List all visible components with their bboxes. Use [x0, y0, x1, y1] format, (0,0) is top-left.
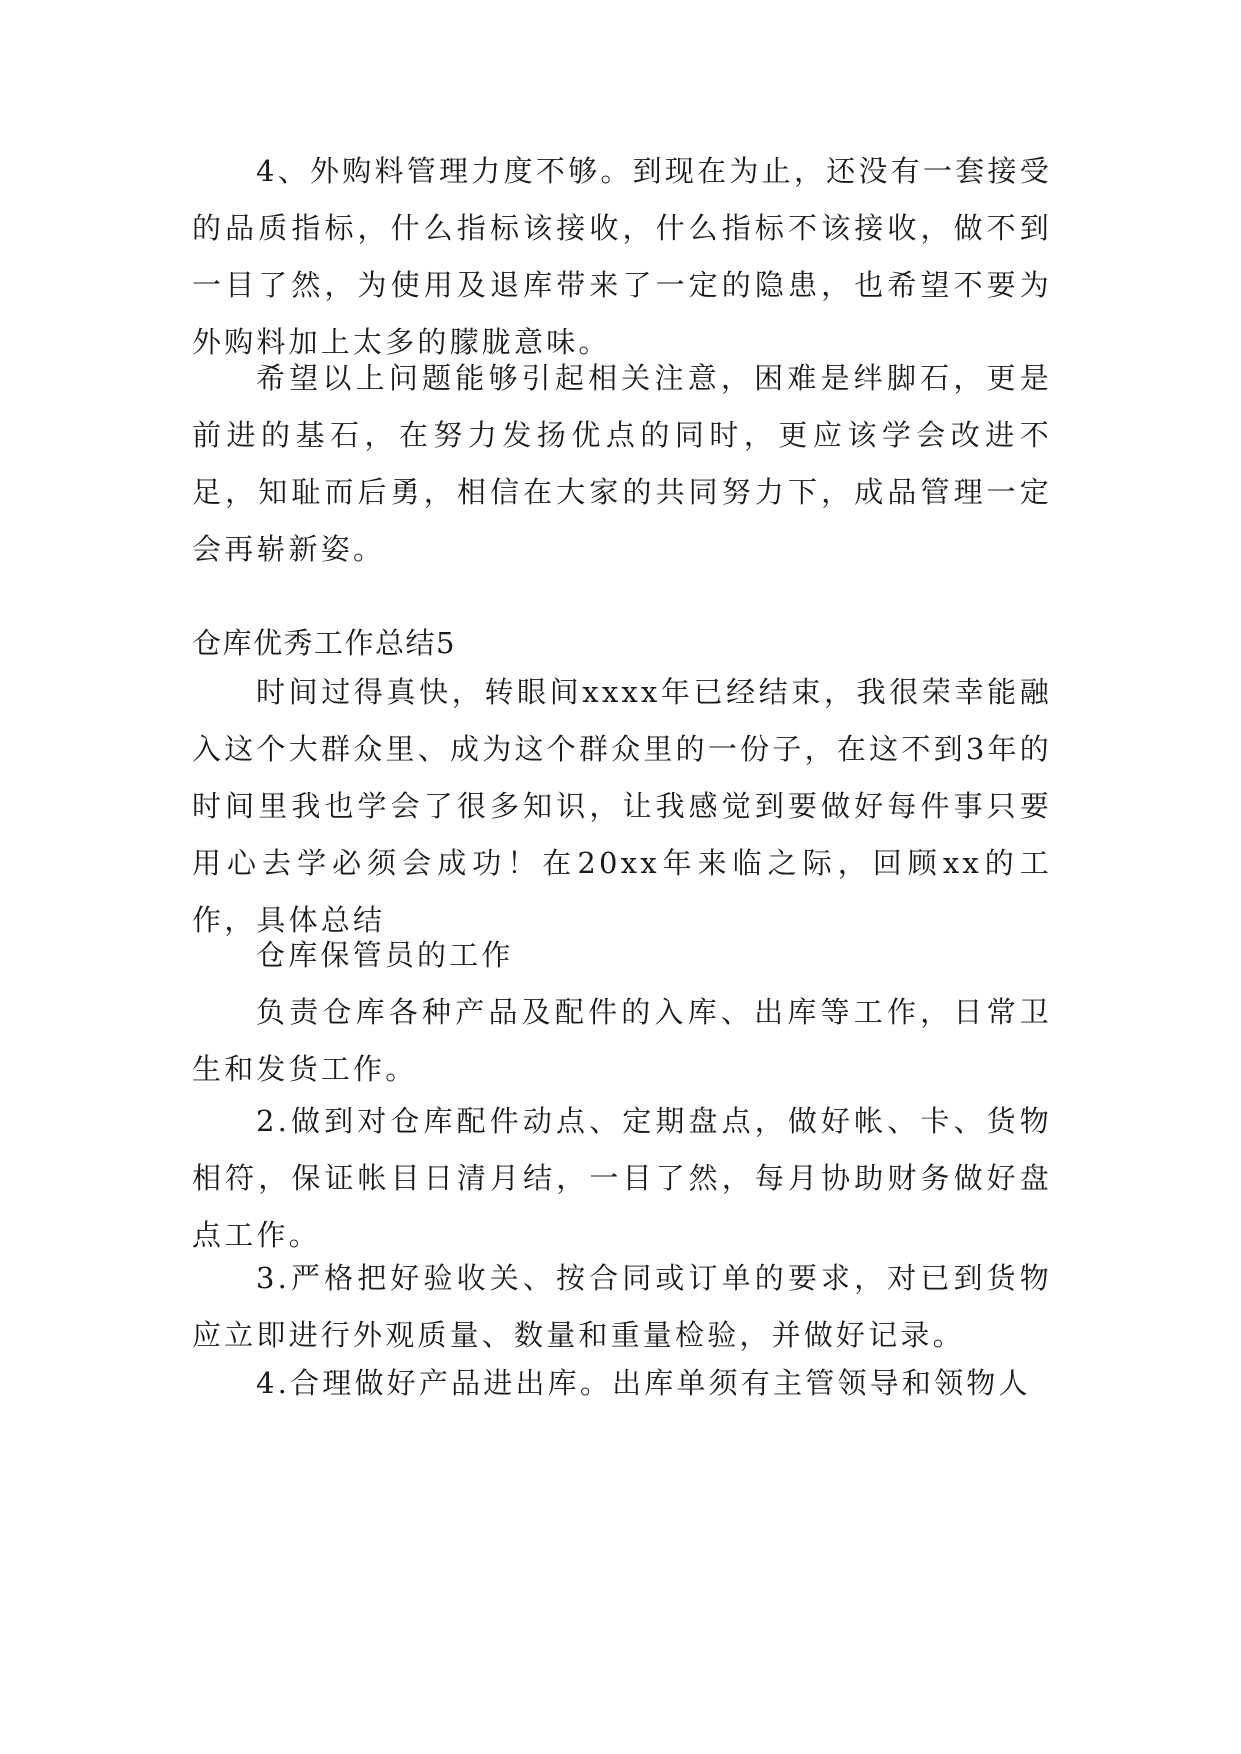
paragraph-duty-2: 2.做到对仓库配件动点、定期盘点，做好帐、卡、货物相符，保证帐目日清月结，一目了然，每月协助财务做好盘点工作。: [192, 1104, 1052, 1252]
paragraph-role-title: 仓库保管员的工作: [256, 938, 514, 972]
paragraph-purchased-materials: 4、外购料管理力度不够。到现在为止，还没有一套接受的品质指标，什么指标该接收，什么指标不该接收，做不到一目了然，为使用及退库带来了一定的隐患，也希望不要为外购料加上太多的朦胧意味。: [192, 154, 1052, 359]
paragraph-intro: 时间过得真快，转眼间xxxx年已经结束，我很荣幸能融入这个大群众里、成为这个群众里的一份子，在这不到3年的时间里我也学会了很多知识，让我感觉到要做好每件事只要用心去学必须会成功！在20xx年来临之际，回顾xx的工作，具体总结: [192, 675, 1052, 937]
paragraph-duty-4: 4.合理做好产品进出库。出库单须有主管领导和领物人: [256, 1366, 1031, 1400]
section-heading: 仓库优秀工作总结5: [192, 626, 456, 660]
paragraph-closing-remarks: 希望以上问题能够引起相关注意，困难是绊脚石，更是前进的基石，在努力发扬优点的同时，更应该学会改进不足，知耻而后勇，相信在大家的共同努力下，成品管理一定会再崭新姿。: [192, 361, 1052, 566]
paragraph-duty-3: 3.严格把好验收关、按合同或订单的要求，对已到货物应立即进行外观质量、数量和重量检验，并做好记录。: [192, 1261, 1052, 1352]
paragraph-duty-1: 负责仓库各种产品及配件的入库、出库等工作，日常卫生和发货工作。: [192, 995, 1052, 1086]
